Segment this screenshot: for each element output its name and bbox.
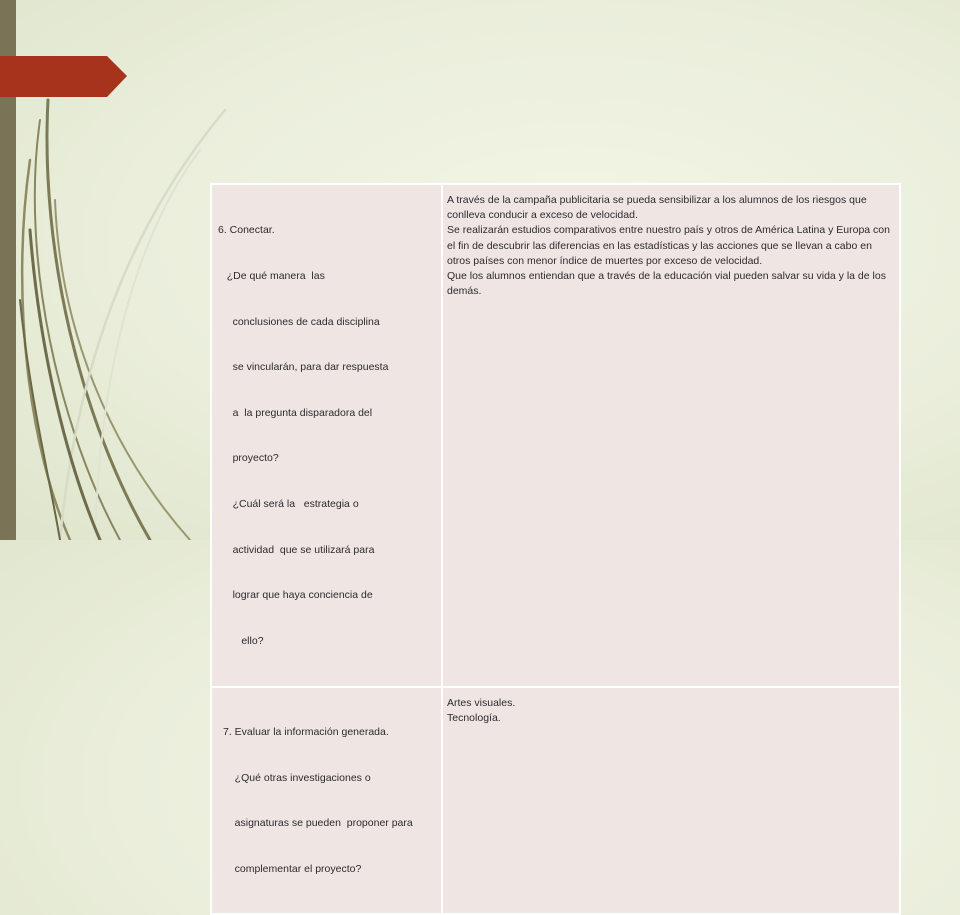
project-table (210, 183, 901, 915)
cell-line: ¿De qué manera las (218, 270, 325, 283)
cell-line: lograr que haya conciencia de (218, 589, 373, 602)
cell-line: se vincularán, para dar respuesta (218, 361, 389, 374)
table-cell-step-7-response (442, 687, 900, 915)
cell-line: asignaturas se pueden proponer para (223, 817, 413, 830)
cell-line: 7. Evaluar la información generada. (223, 725, 389, 738)
cell-line: ello? (218, 634, 264, 647)
cell-line: complementar el proyecto? (223, 862, 362, 875)
table-row (211, 687, 900, 915)
table-cell-step-6 (211, 184, 442, 687)
cell-line: 6. Conectar. (218, 224, 275, 237)
cell-paragraph: Se realizarán estudios comparativos entre nuestro país y otros de América Latina y Europa con el fin de descubrir las diferencias en las estadísticas y las acciones que se llevan a cabo en otros países con menor índice de muertes por exceso de velocidad. (447, 224, 890, 267)
red-tab-marker (0, 56, 127, 97)
cell-paragraph: Tecnología. (447, 711, 501, 724)
table-cell-step-6-response (442, 184, 900, 687)
cell-line: ¿Cuál será la estrategia o (218, 498, 359, 511)
cell-line: actividad que se utilizará para (218, 543, 375, 556)
cell-line: ¿Qué otras investigaciones o (223, 771, 371, 784)
table-row (211, 184, 900, 687)
cell-line: a la pregunta disparadora del (218, 406, 373, 419)
table-cell-step-7 (211, 687, 442, 915)
cell-line: conclusiones de cada disciplina (218, 315, 380, 328)
cell-line: proyecto? (218, 452, 279, 465)
cell-paragraph: Que los alumnos entiendan que a través de la educación vial pueden salvar su vida y la de los demás. (447, 270, 886, 298)
cell-paragraph: A través de la campaña publicitaria se pueda sensibilizar a los alumnos de los riesgos que conlleva conducir a exceso de velocidad. (447, 194, 867, 222)
cell-paragraph: Artes visuales. (447, 696, 516, 709)
